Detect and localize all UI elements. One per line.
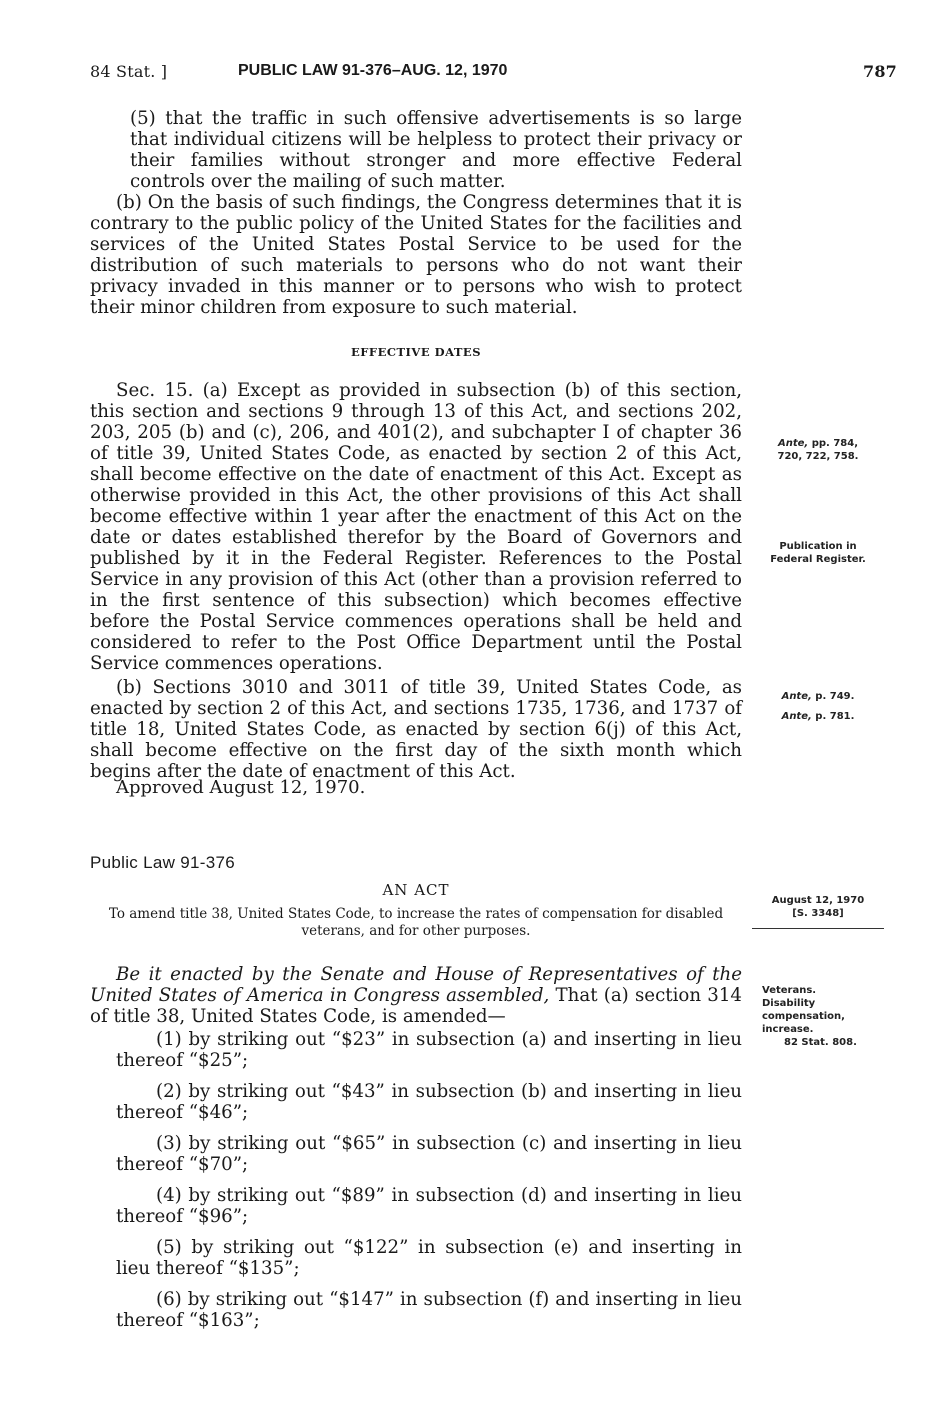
- section-15-block: [90, 380, 742, 782]
- enacting-block: [90, 964, 742, 1331]
- enacting-clause: [90, 964, 742, 1027]
- act-purpose: To amend title 38, United States Code, to increase the rates of compensation for disabled veterans, and for other purposes.: [108, 906, 724, 939]
- side-note-compensation-line: compensation,: [762, 1011, 845, 1022]
- section-15-a: Sec. 15. (a) Except as provided in subsection (b) of this section, this section and sections 9 through 13 of this Act, and sections 202, 203, 205 (b) and (c), 206, and 401(2), and subchapter I of chapter 36 of title 39, United States Code, as enacted by section 2 of this Act, shall become effective on the date of enactment of this Act. Except as otherwise provided in this Act, the other provisions of this Act shall become effective within 1 year after the enactment of this Act on the date or dates established therefor by the Board of Governors and published by it in the Federal Register. References to the Postal Service in any provision of this Act (other than a provision referred to in the first sentence of this subsection) which becomes effective before the Postal Service commences operations shall be held and considered to refer to the Post Office Department until the Postal Service commences operations.: [90, 380, 742, 674]
- running-head-title: PUBLIC LAW 91-376–AUG. 12, 1970: [238, 62, 508, 79]
- side-note-ante-label: Ante,: [781, 711, 812, 722]
- page-number: 787: [863, 62, 897, 81]
- section-15-b: (b) Sections 3010 and 3011 of title 39, United States Code, as enacted by section 2 of this Act, and sections 1735, 1736, and 1737 of title 18, United States Code, as enacted by section 6(j) of this Act, shall become effective on the first day of the sixth month which begins after the date of enactment of this Act.: [90, 677, 742, 782]
- side-note-ante-ref: p. 749.: [815, 691, 855, 702]
- side-note-veterans-line: Veterans.: [762, 985, 817, 996]
- volume-reference: 84 Stat. ]: [90, 62, 168, 81]
- side-note-increase-line: increase.: [762, 1024, 814, 1035]
- amendment-item: (6) by striking out “$147” in subsection (f) and inserting in lieu thereof “$163”;: [116, 1289, 742, 1331]
- side-note-ante-ref: pp. 784,: [811, 438, 858, 449]
- finding-paragraph-b: (b) On the basis of such findings, the Congress determines that it is contrary to the public policy of the United States for the facilities and services of the United States Postal Service to be used for the distribution of such materials to persons who do not want their privacy invaded in this manner or to persons who wish to protect their minor children from exposure to such material.: [90, 192, 742, 318]
- side-note-ante-label: Ante,: [781, 691, 812, 702]
- enacting-clause-rest: That (a) section 314 of title 38, United States Code, is amended—: [90, 985, 742, 1027]
- side-note-ante-2: [752, 690, 884, 703]
- amendment-item: (3) by striking out “$65” in subsection (c) and inserting in lieu thereof “$70”;: [116, 1133, 742, 1175]
- side-note-ante-ref: p. 781.: [815, 711, 855, 722]
- section-heading: EFFECTIVE DATES: [350, 345, 482, 359]
- an-act-heading: AN ACT: [382, 881, 450, 899]
- side-note-date-line: August 12, 1970: [771, 895, 865, 906]
- side-note-ante-3: [752, 710, 884, 723]
- amendment-item: (1) by striking out “$23” in subsection (a) and inserting in lieu thereof “$25”;: [116, 1029, 742, 1071]
- side-note-ante-ref-2: 720, 722, 758.: [777, 451, 859, 462]
- side-note-stat-line: 82 Stat. 808.: [784, 1037, 857, 1048]
- finding-item-5: (5) that the traffic in such offensive advertisements is so large that individual citizens will be helpless to protect their privacy or their families without stronger and more effective Federal controls over the mailing of such matter.: [130, 108, 742, 192]
- side-note-veterans: [762, 984, 894, 1049]
- enacting-clause-italic: Be it enacted by the Senate and House of Representatives of the United States of America in Congress assembled,: [90, 964, 742, 1006]
- side-note-rule: [752, 928, 884, 929]
- side-note-disability-line: Disability: [762, 998, 816, 1009]
- side-note-bill-number: [S. 3348]: [792, 908, 844, 919]
- side-note-publication-line1: Publication in: [779, 541, 857, 552]
- approval-line: Approved August 12, 1970.: [116, 777, 366, 798]
- side-note-ante-label: Ante,: [778, 438, 809, 449]
- public-law-title: Public Law 91-376: [90, 853, 235, 872]
- side-note-publication-line2: Federal Register.: [770, 554, 866, 565]
- amendment-item: (4) by striking out “$89” in subsection (d) and inserting in lieu thereof “$96”;: [116, 1185, 742, 1227]
- side-note-publication: [752, 540, 884, 566]
- findings-block: [90, 108, 742, 318]
- amendment-item: (2) by striking out “$43” in subsection (b) and inserting in lieu thereof “$46”;: [116, 1081, 742, 1123]
- side-note-date: [752, 894, 884, 920]
- side-note-ante-1: [752, 437, 884, 463]
- amendment-item: (5) by striking out “$122” in subsection (e) and inserting in lieu thereof “$135”;: [116, 1237, 742, 1279]
